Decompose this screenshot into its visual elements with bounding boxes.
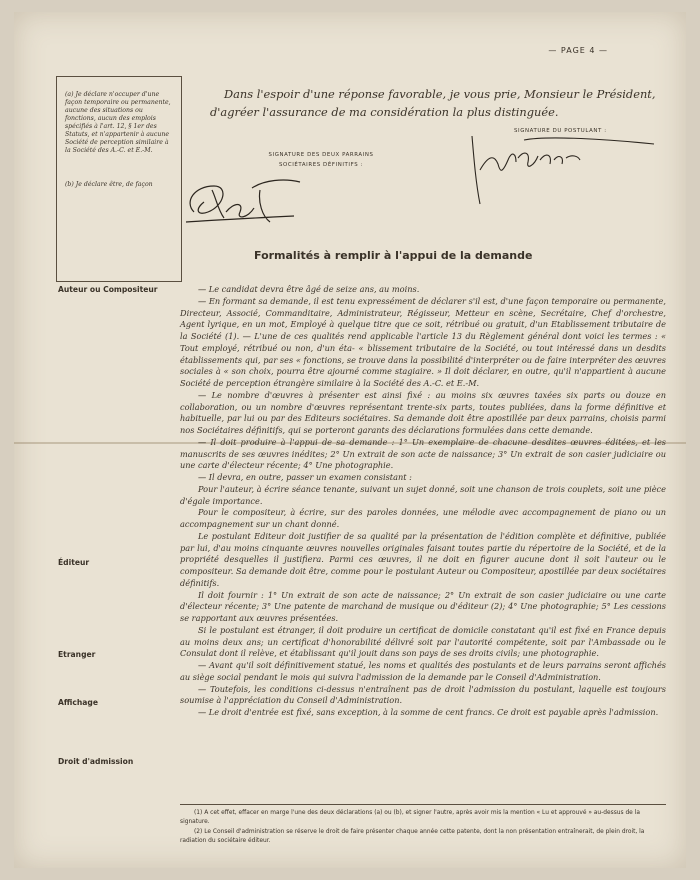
label-author: Auteur ou Compositeur bbox=[58, 285, 158, 294]
section-title: Formalités à remplir à l'appui de la demande bbox=[254, 249, 533, 262]
paragraph: — Le droit d'entrée est fixé, sans exception, à la somme de cent francs. Ce droit est payable après l'admission. bbox=[198, 707, 659, 717]
declaration-a: (a) Je déclare n'occuper d'une façon temporaire ou permanente, aucune des situations ou fonctions, aucun des emplois spécifiés à l'art. 12, § 1er des Statuts, et n'appartenir à aucune Société de perception similaire à la Société des A.-C. et E.-M. bbox=[65, 91, 171, 154]
declaration-b: (b) Je déclare être, de façon bbox=[65, 180, 153, 188]
applicant-signature-caption: SIGNATURE DU POSTULANT : bbox=[514, 128, 607, 134]
label-publisher: Éditeur bbox=[58, 558, 90, 567]
paragraph: Pour le compositeur, à écrire, sur des paroles données, une mélodie avec accompagnement de piano ou un accompagnement sur un chant donné. bbox=[180, 507, 666, 529]
label-posting: Affichage bbox=[58, 698, 98, 707]
page-number: — PAGE 4 — bbox=[548, 46, 608, 55]
label-foreigner: Etranger bbox=[58, 650, 96, 659]
closing-formula: Dans l'espoir d'une réponse favorable, je vous prie, Monsieur le Président, d'agréer l'assurance de ma considération la plus distinguée. bbox=[210, 87, 656, 119]
document-page bbox=[14, 12, 686, 868]
paragraph: — Le candidat devra être âgé de seize ans, au moins. bbox=[198, 284, 420, 294]
paragraph: — Toutefois, les conditions ci-dessus n'entraînent pas de droit l'admission du postulant, laquelle est toujours soumise à l'appréciation du Conseil d'Administration. bbox=[180, 683, 666, 706]
paragraph: Il doit fournir : 1° Un extrait de son acte de naissance; 2° Un extrait de son casier judiciaire ou une carte d'électeur récente; 3° Une patente de marchand de musique ou d'éditeur (2); 4° Une photographie; 5° Les cessions se rapportant aux œuvres présentées. bbox=[180, 589, 666, 623]
paragraph: — Avant qu'il soit définitivement statué, les noms et qualités des postulants et de leurs parrains seront affichés au siège social pendant le mois qui suivra l'admission de la demande par le Conseil d'Administration. bbox=[180, 660, 666, 682]
sponsors-caption-line2: SOCIÉTAIRES DÉFINITIFS : bbox=[279, 162, 363, 169]
sponsors-signature-caption bbox=[256, 150, 386, 171]
footnotes bbox=[180, 804, 666, 848]
applicant-signature-icon bbox=[454, 130, 664, 214]
footnote: (2) Le Conseil d'administration se réserve le droit de faire présenter chaque année cette patente, dont la non présentation entraînerait, de plein droit, la radiation du sociétaire éditeur. bbox=[180, 829, 645, 845]
declaration-box bbox=[56, 76, 182, 282]
sponsor-signature-icon bbox=[174, 172, 324, 236]
paragraph: Si le postulant est étranger, il doit produire un certificat de domicile constatant qu'il est fixé en France depuis au moins deux ans; un certificat d'honorabilité délivré soit par l'autorité compétente, soit par l'Ambassade ou le Consulat dont il relève, et établissant qu'il jouit dans son pays de ses droits civils; une photographie. bbox=[180, 624, 666, 659]
paragraph: — Il doit produire à l'appui de sa demande : 1° Un exemplaire de chacune desdites œuvres éditées, et les manuscrits de ses œuvres inédites; 2° Un extrait de son acte de naissance; 3° Un extrait de son casier judiciaire ou une carte d'électeur récente; 4° Une photographie. bbox=[180, 436, 666, 471]
requirements-text bbox=[180, 284, 666, 719]
paragraph: — Il devra, en outre, passer un examen consistant : bbox=[198, 472, 412, 482]
footnote: (1) A cet effet, effacer en marge l'une des deux déclarations (a) ou (b), et signer l'autre, après avoir mis la mention « Lu et approuvé » au-dessus de la signature. bbox=[180, 810, 640, 826]
paragraph: Le postulant Editeur doit justifier de sa qualité par la présentation de l'édition complète et définitive, publiée par lui, d'au moins cinquante œuvres nouvelles originales faisant toutes partie du répertoire de la Société, et de la propriété desquelles il justifiera. Parmi ces œuvres, il ne doit en figurer aucune dont il soit l'auteur ou le compositeur. Sa demande doit être, comme pour le postulant Auteur ou Compositeur, apostillée par deux sociétaires définitifs. bbox=[180, 530, 666, 588]
paragraph: — En formant sa demande, il est tenu expressément de déclarer s'il est, d'une façon temporaire ou permanente, Directeur, Associé, Commanditaire, Administrateur, Régisseur, Metteur en scène, Secrétaire, Chef d'orchestre, Agent lyrique, en un mot, Employé à quelque titre que ce soit, rétribué ou gratuit, d'un Etablissement tributaire de la Société (1). — L'une de ces qualités rend applicable l'article 13 du Règlement général dont voici les termes : « Tout employé, rétribué ou non, d'un éta- « blissement tributaire de la Société, ou tout intéressé dans un desdits établissements qui, par ses « fonctions, se trouve dans la possibilité d'interpréter ou de faire interpréter des œuvres sociales à « son choix, pourra être ajourné comme stagiaire. » Il doit déclarer, en outre, qu'il n'appartient à aucune Société de perception étrangère similaire à la Société des A.-C. et E.-M. bbox=[180, 295, 666, 388]
paragraph: — Le nombre d'œuvres à présenter est ainsi fixé : au moins six œuvres taxées six parts ou douze en collaboration, ou un nombre d'œuvres représentant trente-six parts, toutes publiées, dans la forme définitive et habituelle, par lui ou par des Editeurs sociétaires. Sa demande doit être apostillée par deux parrains, choisis parmi nos Sociétaires définitifs, qui se porteront garants des déclarations formulées dans cette demande. bbox=[180, 389, 666, 435]
label-admission-fee: Droit d'admission bbox=[58, 757, 134, 766]
paragraph: Pour l'auteur, à écrire séance tenante, suivant un sujet donné, soit une chanson de trois couplets, soit une pièce d'égale importance. bbox=[180, 483, 666, 506]
sponsors-caption-line1: SIGNATURE DES DEUX PARRAINS bbox=[268, 152, 374, 158]
